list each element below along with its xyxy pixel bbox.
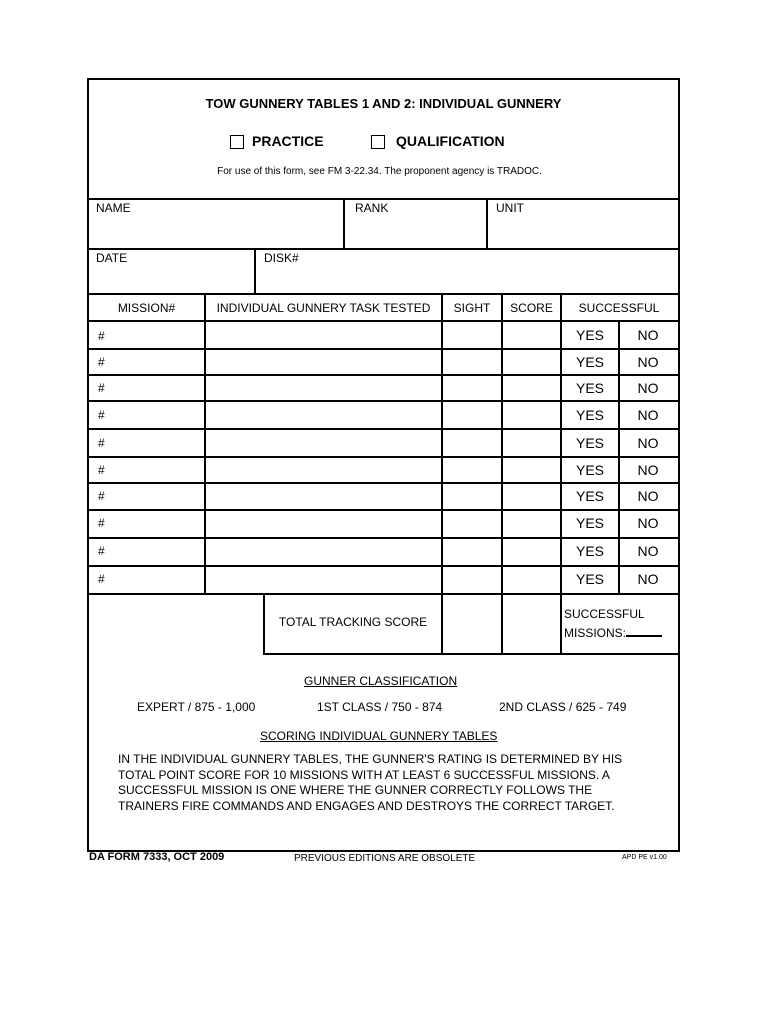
- scoring-line: TRAINERS FIRE COMMANDS AND ENGAGES AND DESTROYS THE CORRECT TARGET.: [118, 798, 615, 813]
- date-label: DATE: [96, 251, 128, 265]
- yes-option[interactable]: YES: [575, 327, 604, 343]
- header-task: INDIVIDUAL GUNNERY TASK TESTED: [216, 301, 431, 315]
- divider: [87, 400, 678, 402]
- yes-option[interactable]: YES: [575, 435, 604, 451]
- rank-field[interactable]: [347, 214, 484, 247]
- no-option[interactable]: NO: [637, 327, 659, 343]
- divider: [87, 537, 678, 539]
- classification-second-class: 2ND CLASS / 625 - 749: [499, 700, 627, 714]
- qualification-label: QUALIFICATION: [396, 133, 505, 149]
- scoring-heading: SCORING INDIVIDUAL GUNNERY TABLES: [260, 729, 498, 743]
- mission-number: #: [98, 408, 105, 422]
- scoring-line: TOTAL POINT SCORE FOR 10 MISSIONS WITH AT LEAST 6 SUCCESSFUL MISSIONS. A: [118, 767, 610, 782]
- mission-number: #: [98, 489, 105, 503]
- yes-option[interactable]: YES: [575, 462, 604, 478]
- yes-option[interactable]: YES: [575, 354, 604, 370]
- editions-note: PREVIOUS EDITIONS ARE OBSOLETE: [294, 853, 476, 864]
- successful-missions-row: [564, 623, 662, 640]
- divider: [343, 198, 345, 250]
- divider: [87, 428, 678, 430]
- form-title: TOW GUNNERY TABLES 1 AND 2: INDIVIDUAL GUNNERY: [205, 96, 562, 111]
- divider: [441, 293, 443, 655]
- no-option[interactable]: NO: [637, 407, 659, 423]
- mission-number: #: [98, 436, 105, 450]
- header-score: SCORE: [510, 301, 553, 315]
- unit-field[interactable]: [490, 214, 676, 247]
- divider: [263, 653, 678, 655]
- successful-missions-blank[interactable]: [626, 623, 662, 637]
- mission-number: #: [98, 329, 105, 343]
- date-field[interactable]: [89, 264, 252, 292]
- divider: [87, 482, 678, 484]
- no-option[interactable]: NO: [637, 380, 659, 396]
- header-sight: SIGHT: [453, 301, 491, 315]
- divider: [87, 198, 678, 200]
- qualification-checkbox[interactable]: [371, 135, 385, 149]
- name-label: NAME: [96, 201, 131, 215]
- practice-label: PRACTICE: [252, 133, 324, 149]
- no-option[interactable]: NO: [637, 515, 659, 531]
- yes-option[interactable]: YES: [575, 488, 604, 504]
- rank-label: RANK: [355, 201, 389, 215]
- mission-number: #: [98, 463, 105, 477]
- classification-first-class: 1ST CLASS / 750 - 874: [317, 700, 443, 714]
- scoring-line: IN THE INDIVIDUAL GUNNERY TABLES, THE GUNNER'S RATING IS DETERMINED BY HIS: [118, 752, 623, 766]
- practice-checkbox[interactable]: [230, 135, 244, 149]
- divider: [87, 320, 678, 322]
- no-option[interactable]: NO: [637, 354, 659, 370]
- mission-number: #: [98, 381, 105, 395]
- missions-label: MISSIONS:: [564, 626, 627, 640]
- header-mission: MISSION#: [117, 301, 176, 315]
- divider: [87, 565, 678, 567]
- version-label: APD PE v1.00: [622, 854, 667, 861]
- yes-option[interactable]: YES: [575, 571, 604, 587]
- no-option[interactable]: NO: [637, 488, 659, 504]
- scoring-line: SUCCESSFUL MISSION IS ONE WHERE THE GUNNER CORRECTLY FOLLOWS THE: [118, 783, 593, 797]
- yes-option[interactable]: YES: [575, 543, 604, 559]
- form-instructions: For use of this form, see FM 3-22.34. The proponent agency is TRADOC.: [217, 166, 542, 177]
- divider: [87, 593, 678, 595]
- successful-label: SUCCESSFUL: [564, 607, 645, 621]
- header-successful: SUCCESSFUL: [578, 301, 660, 315]
- mission-number: #: [98, 572, 105, 586]
- disk-label: DISK#: [264, 251, 299, 265]
- total-tracking-score-label: TOTAL TRACKING SCORE: [278, 615, 428, 629]
- divider: [204, 293, 206, 595]
- yes-option[interactable]: YES: [575, 380, 604, 396]
- scoring-paragraph: [118, 752, 622, 814]
- no-option[interactable]: NO: [637, 543, 659, 559]
- form-id: DA FORM 7333, OCT 2009: [89, 851, 225, 863]
- mission-number: #: [98, 516, 105, 530]
- divider: [486, 198, 488, 250]
- divider: [501, 293, 503, 655]
- divider: [87, 509, 678, 511]
- mission-number: #: [98, 355, 105, 369]
- no-option[interactable]: NO: [637, 435, 659, 451]
- divider: [87, 293, 678, 295]
- mission-number: #: [98, 544, 105, 558]
- divider: [254, 248, 256, 295]
- no-option[interactable]: NO: [637, 571, 659, 587]
- no-option[interactable]: NO: [637, 462, 659, 478]
- divider: [87, 248, 678, 250]
- disk-field[interactable]: [258, 264, 676, 292]
- divider: [87, 456, 678, 458]
- yes-option[interactable]: YES: [575, 515, 604, 531]
- divider: [87, 374, 678, 376]
- classification-heading: GUNNER CLASSIFICATION: [304, 674, 458, 688]
- yes-option[interactable]: YES: [575, 407, 604, 423]
- name-field[interactable]: [89, 214, 341, 247]
- divider: [87, 348, 678, 350]
- classification-expert: EXPERT / 875 - 1,000: [137, 700, 256, 714]
- unit-label: UNIT: [496, 201, 524, 215]
